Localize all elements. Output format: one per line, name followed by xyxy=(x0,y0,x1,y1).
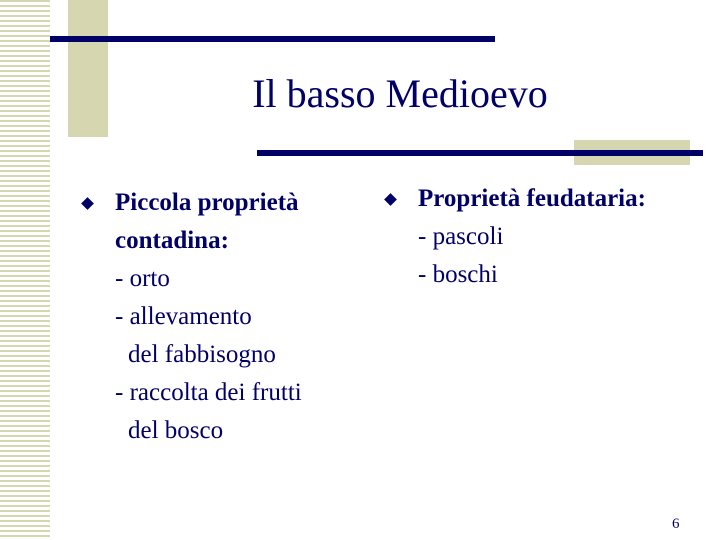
left-heading-line2: contadina: xyxy=(115,227,229,254)
decorative-line-right xyxy=(257,150,703,156)
left-heading-line1: Piccola proprietà xyxy=(115,189,299,216)
left-column xyxy=(82,184,362,450)
right-column xyxy=(385,180,705,294)
right-item-pascoli: - pascoli xyxy=(418,223,504,250)
right-heading: Proprietà feudataria: xyxy=(418,185,646,212)
decorative-block-top xyxy=(68,0,108,137)
right-item-boschi: - boschi xyxy=(418,261,498,288)
diamond-bullet-icon xyxy=(384,193,397,206)
decorative-stripes xyxy=(0,0,50,540)
slide-title: Il basso Medioevo xyxy=(252,71,548,116)
left-item-raccolta-cont: del bosco xyxy=(128,417,224,444)
decorative-line-top xyxy=(50,36,495,42)
left-item-orto: - orto xyxy=(115,265,170,292)
left-item-allevamento-cont: del fabbisogno xyxy=(128,341,276,368)
page-number: 6 xyxy=(672,516,680,532)
left-bullet-item xyxy=(82,184,362,222)
left-item-raccolta: - raccolta dei frutti xyxy=(115,379,302,406)
diamond-bullet-icon xyxy=(81,197,94,210)
left-item-allevamento: - allevamento xyxy=(115,303,252,330)
right-bullet-item xyxy=(385,180,705,218)
